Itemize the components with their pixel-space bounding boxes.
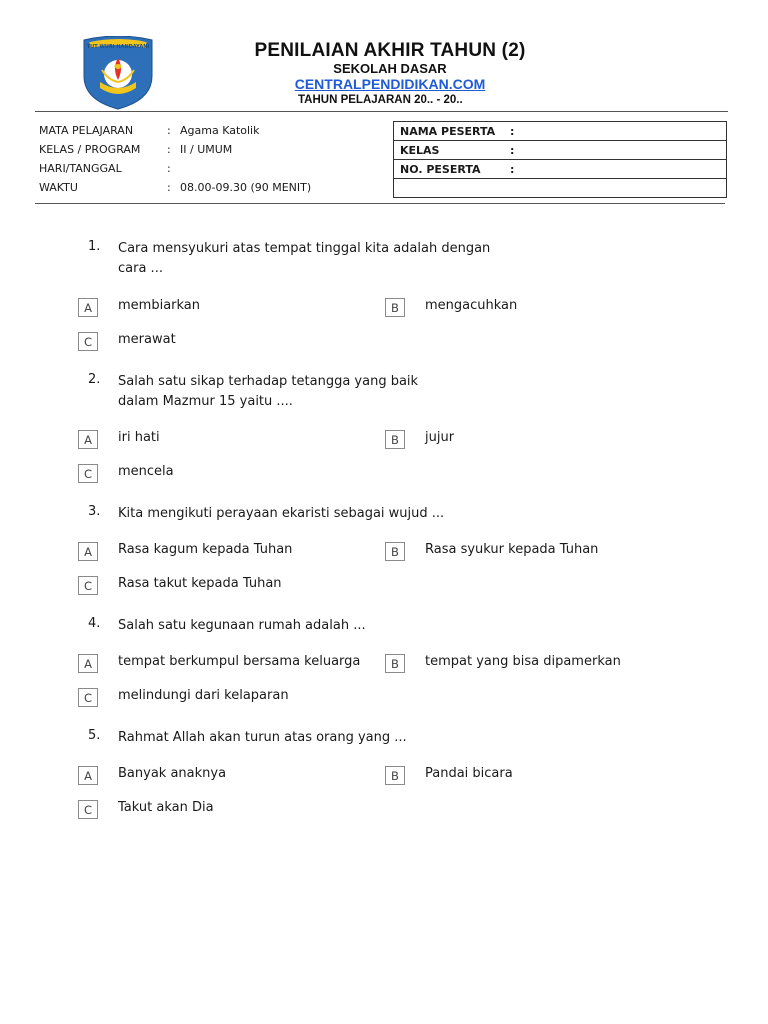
question-text: Cara mensyukuri atas tempat tinggal kita adalah dengan cara ...	[118, 241, 491, 276]
participant-number-field[interactable]: NO. PESERTA :	[394, 160, 727, 179]
question-text: Salah satu sikap terhadap tetangga yang baik dalam Mazmur 15 yaitu ....	[118, 374, 419, 409]
website-link[interactable]: CENTRALPENDIDIKAN.COM	[294, 76, 486, 92]
question-number: 4.	[88, 616, 101, 631]
participant-extra-field[interactable]	[394, 179, 727, 198]
info-value: 08.00-09.30 (90 MENIT)	[180, 181, 312, 194]
info-label: WAKTU	[39, 181, 78, 194]
participant-name-field[interactable]: NAMA PESERTA :	[394, 122, 727, 141]
svg-text:TUT WURI HANDAYANI: TUT WURI HANDAYANI	[86, 44, 150, 50]
info-row-class: KELAS / PROGRAM : II / UMUM	[39, 140, 380, 159]
question-text: Rahmat Allah akan turun atas orang yang ...	[118, 730, 407, 745]
info-row-date: HARI/TANGGAL :	[39, 162, 171, 175]
question-text: Kita mengikuti perayaan ekaristi sebagai wujud ...	[118, 506, 445, 521]
info-divider	[35, 203, 725, 204]
info-row-time: WAKTU : 08.00-09.30 (90 MENIT)	[39, 178, 380, 197]
info-label: HARI/TANGGAL	[39, 162, 122, 175]
info-label: KELAS / PROGRAM	[39, 143, 141, 156]
info-row-subject: MATA PELAJARAN : Agama Katolik	[39, 121, 380, 140]
school-year: TAHUN PELAJARAN 20.. - 20..	[298, 94, 463, 106]
question-number: 5.	[88, 728, 101, 743]
info-value: Agama Katolik	[180, 124, 260, 137]
info-value: II / UMUM	[180, 143, 233, 156]
header-divider	[35, 111, 728, 112]
info-label: MATA PELAJARAN	[39, 124, 134, 137]
participant-table	[393, 121, 727, 198]
question-text: Salah satu kegunaan rumah adalah ...	[118, 618, 366, 633]
exam-info	[39, 121, 380, 197]
question-number: 2.	[88, 372, 101, 387]
school-level: SEKOLAH DASAR	[333, 61, 447, 76]
question-number: 1.	[88, 239, 101, 254]
question-number: 3.	[88, 504, 101, 519]
participant-class-field[interactable]: KELAS :	[394, 141, 727, 160]
exam-title: PENILAIAN AKHIR TAHUN (2)	[254, 40, 526, 61]
